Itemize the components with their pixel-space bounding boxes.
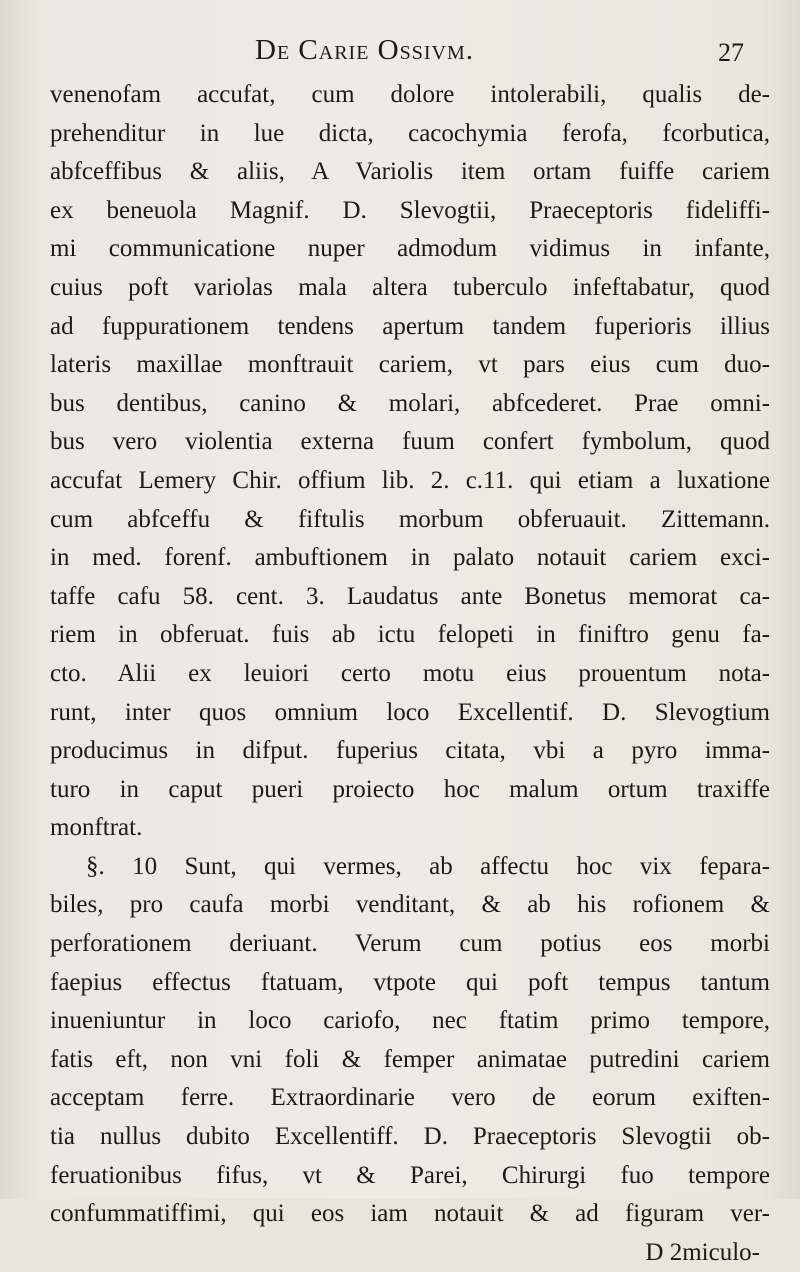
running-head: De Carie Ossivm. [255,34,474,66]
page-header [0,34,800,74]
signature-mark: D 2 [645,1238,683,1266]
text-line: taffe cafu 58. cent. 3. Laudatus ante Bonetus memorat ca- [50,582,770,610]
text-line: faepius effectus ftatuam, vtpote qui poft tempus tantum [50,968,770,996]
text-line: lateris maxillae monftrauit cariem, vt pars eius cum duo- [50,351,770,379]
footer-line [50,1234,770,1272]
text-line: riem in obferuat. fuis ab ictu felopeti in finiftro genu fa- [50,621,770,649]
page-number: 27 [718,38,744,67]
text-line: turo in caput pueri proiecto hoc malum ortum traxiffe [50,775,770,803]
text-line: bus dentibus, canino & molari, abfcederet. Prae omni- [50,389,770,417]
text-line: abfceffibus & aliis, A Variolis item ortam fuiffe cariem [50,158,770,186]
body-text [50,76,770,1272]
text-line: mi communicatione nuper admodum vidimus in infante, [50,235,770,263]
text-line: biles, pro caufa morbi venditant, & ab his rofionem & [50,891,770,919]
text-line: acceptam ferre. Extraordinarie vero de eorum exiften- [50,1084,770,1112]
text-line: feruationibus fifus, vt & Parei, Chirurgi fuo tempore [50,1161,770,1189]
text-line: producimus in difput. fuperius citata, vbi a pyro imma- [50,737,770,765]
text-line: ex beneuola Magnif. D. Slevogtii, Praeceptoris fideliffi- [50,196,770,224]
text-line: perforationem deriuant. Verum cum potius eos morbi [50,930,770,958]
text-line: cum abfceffu & fiftulis morbum obferuauit. Zittemann. [50,505,770,533]
text-line: cto. Alii ex leuiori certo motu eius prouentum nota- [50,659,770,687]
text-line: runt, inter quos omnium loco Excellentif. D. Slevogtium [50,698,770,726]
text-line: venenofam accufat, cum dolore intolerabili, qualis de- [50,81,770,108]
text-line: confummatiffimi, qui eos iam notauit & ad figuram ver- [50,1200,770,1228]
text-line: tia nullus dubito Excellentiff. D. Praeceptoris Slevogtii ob- [50,1123,770,1151]
text-line: fatis eft, non vni foli & femper animatae putredini cariem [50,1045,770,1073]
text-line: bus vero violentia externa fuum confert fymbolum, quod [50,428,770,456]
text-line: ad fuppurationem tendens apertum tandem fuperioris illius [50,312,770,340]
catchword: miculo- [682,1238,760,1266]
text-line: in med. forenf. ambuftionem in palato notauit cariem exci- [50,544,770,572]
text-line: accufat Lemery Chir. offium lib. 2. c.11. qui etiam a luxatione [50,466,770,494]
text-line: monftrat. [50,814,143,842]
text-line: prehenditur in lue dicta, cacochymia ferofa, fcorbutica, [50,119,770,147]
text-line: inueniuntur in loco cariofo, nec ftatim primo tempore, [50,1007,770,1035]
paragraph-start-line: §. 10 Sunt, qui vermes, ab affectu hoc vix fepara- [86,852,770,880]
text-line: cuius poft variolas mala altera tuberculo infeftabatur, quod [50,273,770,301]
